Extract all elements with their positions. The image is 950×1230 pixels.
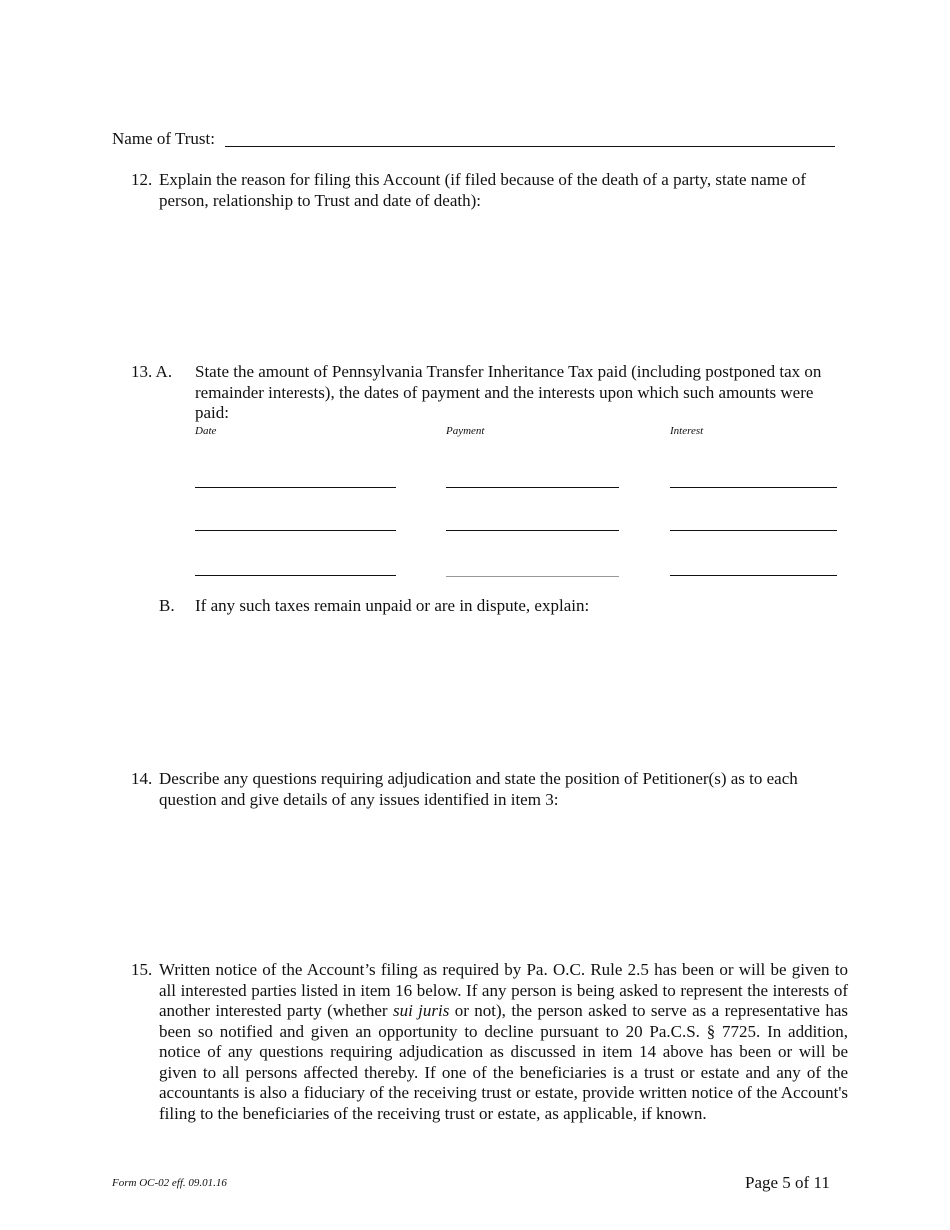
column-header-payment: Payment: [446, 425, 485, 437]
item-14-text: Describe any questions requiring adjudication and state the position of Petitioner(s) as to each question and give details of any issues identified in item 3:: [159, 769, 798, 809]
tax-interest-field-2[interactable]: [670, 530, 837, 531]
item-15-text-part1: Written notice of the Account’s filing as required by Pa. O.C. Rule 2.5 has been or will be given to all interested parties listed in item 16 below. If any person is being asked to represent the interests of another interested party (whether: [159, 960, 848, 1020]
item-12-text: Explain the reason for filing this Account (if filed because of the death of a party, state name of person, relationship to Trust and date of death):: [159, 170, 807, 210]
name-of-trust-label: Name of Trust:: [112, 129, 215, 148]
item-15-text-part2: or not), the person asked to serve as a representative has been so notified and given an opportunity to decline pursuant to 20 Pa.C.S. § 7725. In addition, notice of any questions requiring adjudication as discussed in item 14 above has been or will be given to all persons affected thereby. If one of the beneficiaries is a trust or estate and any of the accountants is also a fiduciary of the receiving trust or estate, provide written notice of the Account's filing to the beneficiaries of the receiving trust or estate, as applicable, if known.: [159, 1001, 848, 1123]
item-13b-label: B.: [159, 596, 175, 615]
form-identifier: Form OC-02 eff. 09.01.16: [112, 1177, 227, 1189]
item-13b-text: If any such taxes remain unpaid or are in dispute, explain:: [195, 596, 590, 615]
item-13a-number: 13. A.: [131, 362, 173, 381]
tax-payment-field-1[interactable]: [446, 487, 619, 488]
item-15-text: [159, 960, 848, 1124]
tax-payment-field-2[interactable]: [446, 530, 619, 531]
name-of-trust-field[interactable]: [225, 146, 835, 147]
tax-interest-field-1[interactable]: [670, 487, 837, 488]
column-header-date: Date: [195, 425, 217, 437]
item-12-number: 12.: [131, 170, 153, 189]
column-header-interest: Interest: [670, 425, 704, 437]
tax-payment-field-3[interactable]: [446, 576, 619, 577]
tax-interest-field-3[interactable]: [670, 575, 837, 576]
item-15-text-italic: sui juris: [392, 1001, 450, 1020]
tax-date-field-3[interactable]: [195, 575, 396, 576]
item-14-number: 14.: [131, 769, 153, 788]
item-15-number: 15.: [131, 960, 153, 979]
page-number: Page 5 of 11: [745, 1173, 830, 1192]
item-13a-text: State the amount of Pennsylvania Transfer Inheritance Tax paid (including postponed tax on remainder interests), the dates of payment and the interests upon which such amounts were paid:: [195, 362, 822, 422]
tax-date-field-1[interactable]: [195, 487, 396, 488]
tax-date-field-2[interactable]: [195, 530, 396, 531]
